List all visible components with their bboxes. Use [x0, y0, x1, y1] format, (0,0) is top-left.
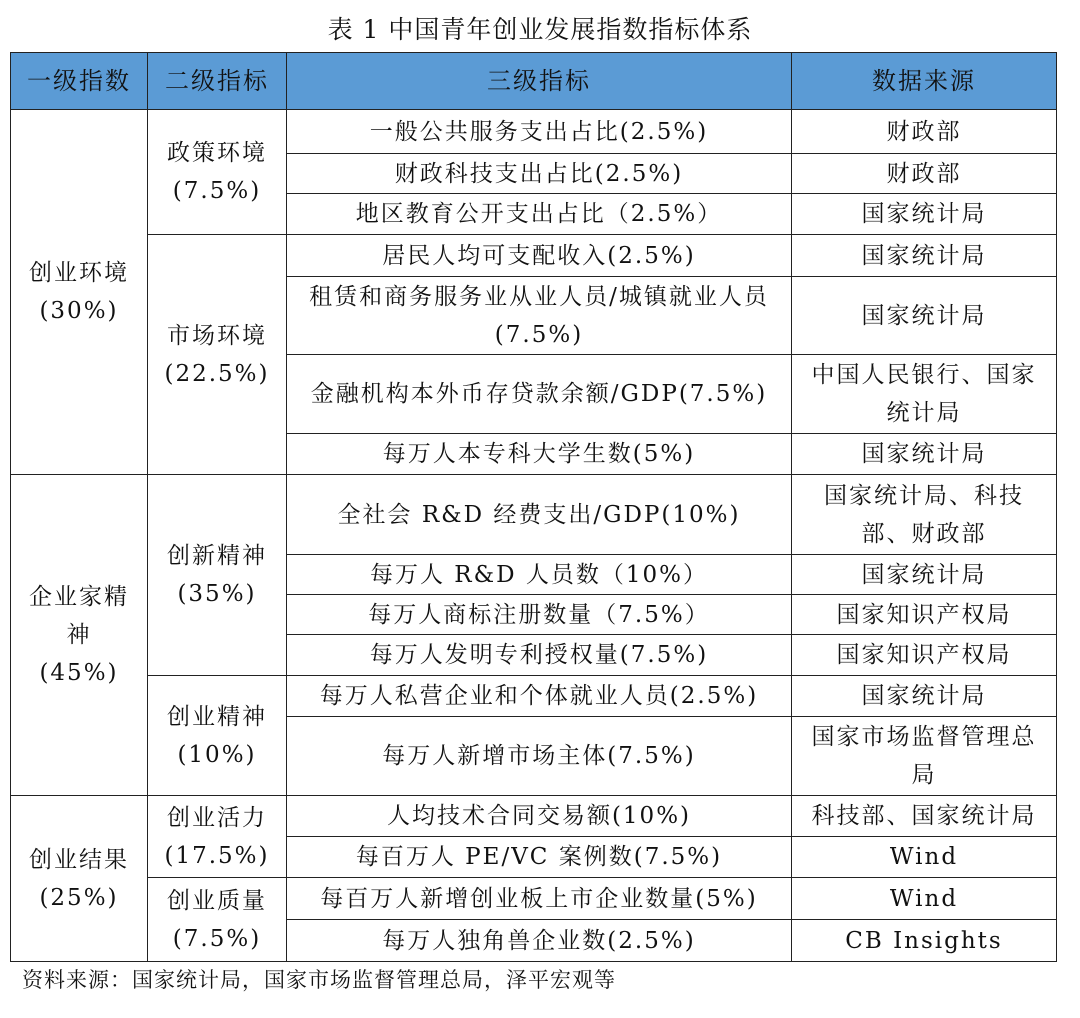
level3-indicator: 每万人本专科大学生数(5%): [287, 434, 792, 475]
level1-weight: (25%): [39, 884, 119, 911]
data-source: 国家统计局: [792, 277, 1057, 355]
level1-cell: [11, 110, 148, 475]
level3-indicator: 地区教育公开支出占比（2.5%）: [287, 194, 792, 235]
level2-cell: [148, 676, 287, 796]
data-source: 国家统计局: [792, 434, 1057, 475]
header-level3: 三级指标: [287, 53, 792, 110]
data-source: 国家统计局: [792, 194, 1057, 235]
level3-indicator: 居民人均可支配收入(2.5%): [287, 235, 792, 277]
table-row: [11, 235, 1057, 277]
data-source: Wind: [792, 878, 1057, 920]
data-source: 中国人民银行、国家统计局: [792, 355, 1057, 434]
data-source: 财政部: [792, 154, 1057, 194]
table-body: [11, 110, 1057, 962]
level2-name: 创业精神: [167, 703, 267, 730]
level2-cell: [148, 796, 287, 878]
level2-weight: (17.5%): [164, 842, 270, 869]
level1-cell: [11, 796, 148, 962]
table-row: [11, 878, 1057, 920]
level3-indicator: 财政科技支出占比(2.5%): [287, 154, 792, 194]
data-source: 国家市场监督管理总局: [792, 717, 1057, 796]
indicator-table: [10, 52, 1057, 962]
header-source: 数据来源: [792, 53, 1057, 110]
level2-cell: [148, 235, 287, 475]
data-source: 财政部: [792, 110, 1057, 154]
level3-indicator: 一般公共服务支出占比(2.5%): [287, 110, 792, 154]
level1-weight: (30%): [39, 298, 119, 324]
table-row: [11, 475, 1057, 555]
level2-cell: [148, 110, 287, 235]
level3-indicator: 人均技术合同交易额(10%): [287, 796, 792, 837]
level2-name: 市场环境: [167, 322, 267, 349]
level2-name: 创业活力: [167, 804, 267, 831]
data-source: CB Insights: [792, 920, 1057, 962]
level3-indicator: 每万人商标注册数量（7.5%）: [287, 595, 792, 635]
level3-indicator: 每百万人 PE/VC 案例数(7.5%): [287, 837, 792, 878]
level3-indicator: 每万人新增市场主体(7.5%): [287, 717, 792, 796]
table-row: [11, 796, 1057, 837]
level1-name: 创业结果: [29, 846, 129, 873]
data-source: 科技部、国家统计局: [792, 796, 1057, 837]
table-row: [11, 676, 1057, 717]
level2-weight: (35%): [177, 581, 257, 607]
data-source: 国家统计局: [792, 235, 1057, 277]
header-level2: 二级指标: [148, 53, 287, 110]
level1-weight: (45%): [39, 660, 119, 686]
level2-weight: (22.5%): [164, 360, 270, 387]
level3-indicator: 每万人 R&D 人员数（10%）: [287, 555, 792, 595]
level3-indicator: 租赁和商务服务业从业人员/城镇就业人员(7.5%): [287, 277, 792, 355]
level2-weight: (7.5%): [172, 925, 262, 952]
source-footnote: 资料来源：国家统计局，国家市场监督管理总局，泽平宏观等: [22, 968, 616, 992]
level3-indicator: 全社会 R&D 经费支出/GDP(10%): [287, 475, 792, 555]
data-source: 国家统计局、科技部、财政部: [792, 475, 1057, 555]
data-source: 国家知识产权局: [792, 595, 1057, 635]
level2-cell: [148, 878, 287, 962]
level1-name: 创业环境: [29, 260, 129, 286]
level2-name: 创新精神: [167, 543, 267, 569]
level3-indicator: 每万人发明专利授权量(7.5%): [287, 635, 792, 676]
level1-name: 企业家精神: [29, 584, 129, 648]
data-source: 国家知识产权局: [792, 635, 1057, 676]
level2-name: 政策环境: [167, 140, 267, 166]
level1-cell: [11, 475, 148, 796]
level2-cell: [148, 475, 287, 676]
table-title: 表 1 中国青年创业发展指数指标体系: [327, 15, 753, 44]
header-row: [11, 53, 1057, 110]
data-source: 国家统计局: [792, 676, 1057, 717]
level3-indicator: 金融机构本外币存贷款余额/GDP(7.5%): [287, 355, 792, 434]
level2-name: 创业质量: [167, 887, 267, 914]
table-row: [11, 110, 1057, 154]
level2-weight: (10%): [177, 741, 257, 768]
level2-weight: (7.5%): [172, 178, 262, 204]
level3-indicator: 每百万人新增创业板上市企业数量(5%): [287, 878, 792, 920]
level3-indicator: 每万人私营企业和个体就业人员(2.5%): [287, 676, 792, 717]
data-source: 国家统计局: [792, 555, 1057, 595]
level3-indicator: 每万人独角兽企业数(2.5%): [287, 920, 792, 962]
data-source: Wind: [792, 837, 1057, 878]
header-level1: 一级指数: [11, 53, 148, 110]
